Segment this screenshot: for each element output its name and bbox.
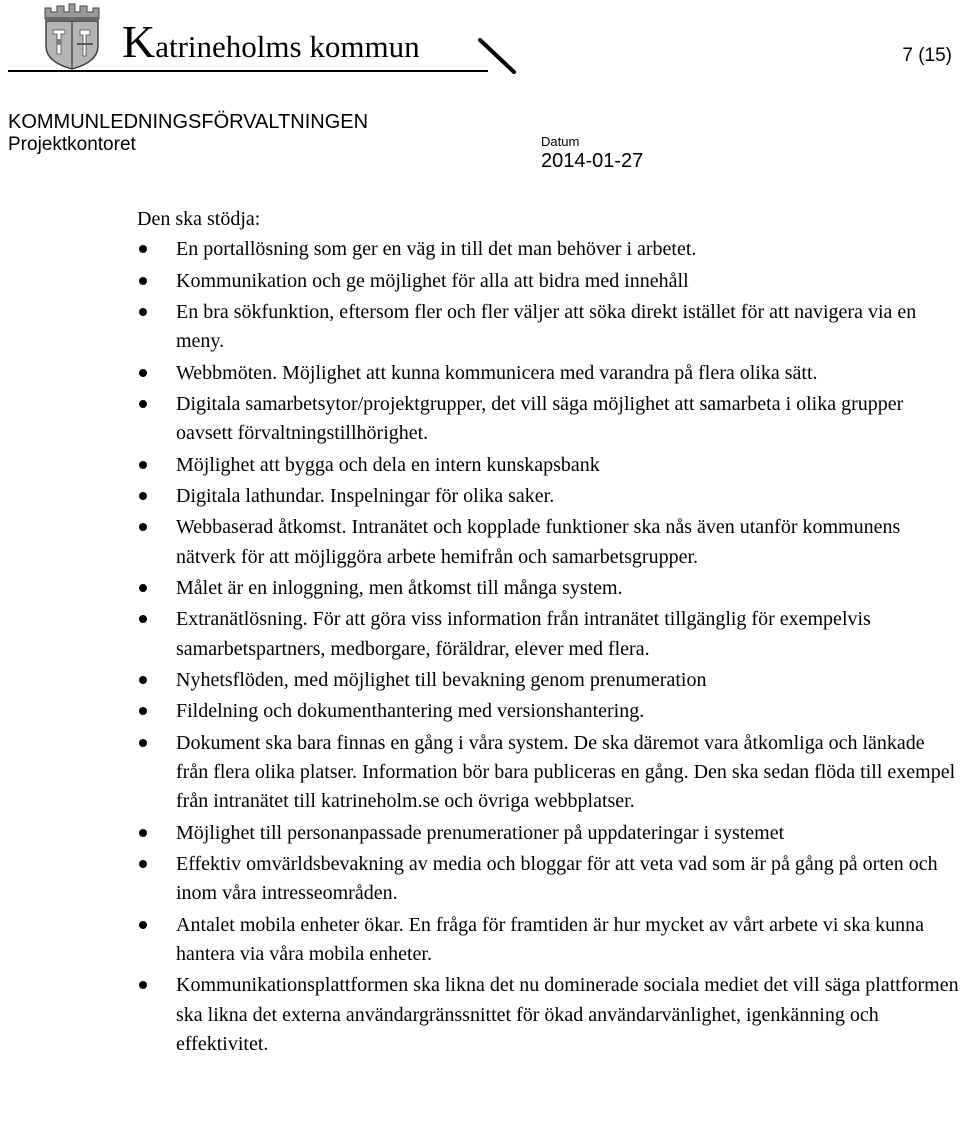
bullet-icon	[139, 492, 147, 500]
header-divider-accent	[478, 38, 518, 74]
list-item: Målet är en inloggning, men åtkomst till många system.	[137, 574, 960, 603]
bullet-icon	[139, 584, 147, 592]
bullet-icon	[139, 400, 147, 408]
list-item: Antalet mobila enheter ökar. En fråga för framtiden är hur mycket av vårt arbete vi ska kunna hantera via våra mobila enheter.	[137, 911, 960, 970]
list-item: En portallösning som ger en väg in till det man behöver i arbetet.	[137, 235, 960, 264]
bullet-icon	[139, 308, 147, 316]
list-item: Effektiv omvärldsbevakning av media och bloggar för att veta vad som är på gång på orten och inom våra intresseområden.	[137, 850, 960, 909]
page-number: 7 (15)	[902, 45, 952, 66]
list-item: Extranätlösning. För att göra viss information från intranätet tillgänglig för exempelvis samarbetspartners, medborgare, föräldrar, elever med flera.	[137, 605, 960, 664]
document-body	[137, 205, 960, 1062]
list-item: Fildelning och dokumenthantering med versionshantering.	[137, 697, 960, 726]
bullet-icon	[139, 277, 147, 285]
department-name: KOMMUNLEDNINGSFÖRVALTNINGEN	[8, 111, 369, 133]
list-item: Digitala lathundar. Inspelningar för olika saker.	[137, 482, 960, 511]
list-item: Möjlighet till personanpassade prenumerationer på uppdateringar i systemet	[137, 819, 960, 848]
bullet-icon	[139, 860, 147, 868]
bullet-icon	[139, 461, 147, 469]
list-item: Nyhetsflöden, med möjlighet till bevakning genom prenumeration	[137, 666, 960, 695]
list-intro: Den ska stödja:	[137, 208, 261, 230]
date-label: Datum	[541, 134, 580, 149]
bullet-icon	[139, 615, 147, 623]
coat-of-arms-logo	[36, 2, 108, 70]
bullet-icon	[139, 369, 147, 377]
list-item: En bra sökfunktion, eftersom fler och fler väljer att söka direkt istället för att navigera via en meny.	[137, 298, 960, 357]
requirement-list	[137, 235, 960, 1059]
bullet-icon	[139, 981, 147, 989]
list-item: Webbaserad åtkomst. Intranätet och kopplade funktioner ska nås även utanför kommunens nätverk för att möjliggöra arbete hemifrån och samarbetsgrupper.	[137, 513, 960, 572]
header-divider	[8, 70, 488, 72]
list-item: Kommunikation och ge möjlighet för alla att bidra med innehåll	[137, 267, 960, 296]
bullet-icon	[139, 523, 147, 531]
document-date: 2014-01-27	[541, 150, 644, 172]
list-item: Möjlighet att bygga och dela en intern kunskapsbank	[137, 451, 960, 480]
list-item: Kommunikationsplattformen ska likna det nu dominerade sociala mediet det vill säga plattformen ska likna det externa användargränssnittet för ökad användarvänlighet, igenkänning och effektivitet.	[137, 971, 960, 1059]
bullet-icon	[139, 245, 147, 253]
list-item: Webbmöten. Möjlighet att kunna kommunicera med varandra på flera olika sätt.	[137, 359, 960, 388]
list-item: Digitala samarbetsytor/projektgrupper, det vill säga möjlighet att samarbeta i olika grupper oavsett förvaltningstillhörighet.	[137, 390, 960, 449]
organization-name: Katrineholms kommun	[122, 16, 420, 67]
bullet-icon	[139, 676, 147, 684]
list-item: Dokument ska bara finnas en gång i våra system. De ska däremot vara åtkomliga och länkade från flera olika platser. Information bör bara publiceras en gång. Den ska sedan flöda till exempel från intranätet till katrineholm.se och övriga webbplatser.	[137, 729, 960, 817]
bullet-icon	[139, 829, 147, 837]
bullet-icon	[139, 921, 147, 929]
bullet-icon	[139, 739, 147, 747]
office-name: Projektkontoret	[8, 134, 136, 155]
bullet-icon	[139, 707, 147, 715]
